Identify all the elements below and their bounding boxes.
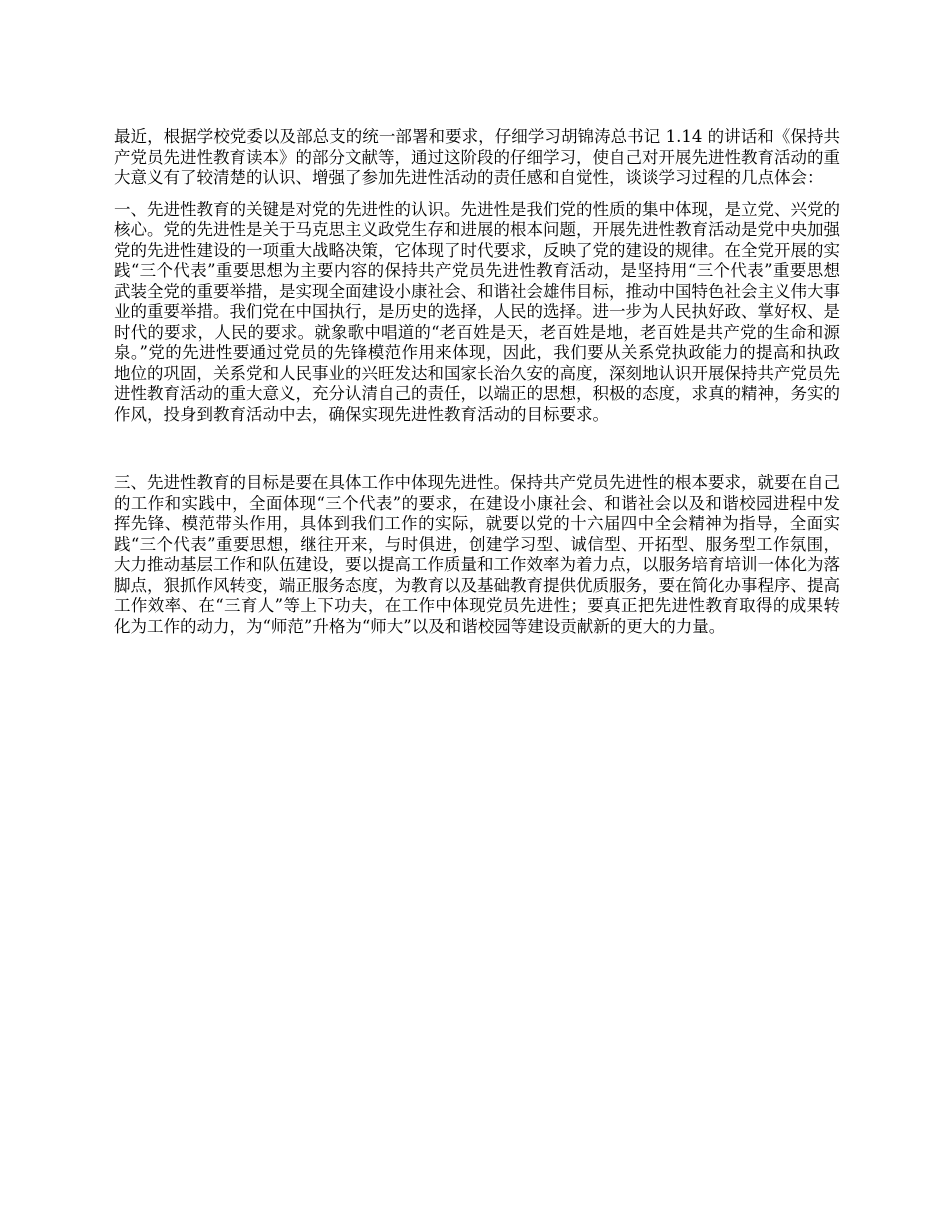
paragraph-intro: 最近，根据学校党委以及部总支的统一部署和要求，仔细学习胡锦涛总书记 1.14 的讲话和《保持共产党员先进性教育读本》的部分文献等，通过这阶段的仔细学习，使自己对开展先进性教育活动的重大意义有了较清楚的认识、增强了参加先进性活动的责任感和自觉性，谈谈学习过程的几点体会： bbox=[114, 127, 840, 187]
document-body bbox=[114, 127, 840, 637]
paragraph-section-one: 一、先进性教育的关键是对党的先进性的认识。先进性是我们党的性质的集中体现，是立党、兴党的核心。党的先进性是关于马克思主义政党生存和进展的根本问题，开展先进性教育活动是党中央加强党的先进性建设的一项重大战略决策，它体现了时代要求，反映了党的建设的规律。在全党开展的实践“三个代表”重要思想为主要内容的保持共产党员先进性教育活动，是坚持用“三个代表”重要思想武装全党的重要举措，是实现全面建设小康社会、和谐社会雄伟目标，推动中国特色社会主义伟大事业的重要举措。我们党在中国执行，是历史的选择，人民的选择。进一步为人民执好政、掌好权、是时代的要求，人民的要求。就象歌中唱道的“老百姓是天，老百姓是地，老百姓是共产党的生命和源泉。”党的先进性要通过党员的先锋模范作用来体现，因此，我们要从关系党执政能力的提高和执政地位的巩固，关系党和人民事业的兴旺发达和国家长治久安的高度，深刻地认识开展保持共产党员先进性教育活动的重大意义，充分认清自己的责任，以端正的思想，积极的态度，求真的精神，务实的作风，投身到教育活动中去，确保实现先进性教育活动的目标要求。 bbox=[114, 199, 840, 424]
paragraph-section-three: 三、先进性教育的目标是要在具体工作中体现先进性。保持共产党员先进性的根本要求，就要在自己的工作和实践中，全面体现“三个代表”的要求，在建设小康社会、和谐社会以及和谐校园进程中发挥先锋、模范带头作用，具体到我们工作的实际，就要以党的十六届四中全会精神为指导，全面实践“三个代表”重要思想，继往开来，与时俱进，创建学习型、诚信型、开拓型、服务型工作氛围，大力推动基层工作和队伍建设，要以提高工作质量和工作效率为着力点，以服务培育培训一体化为落脚点，狠抓作风转变，端正服务态度，为教育以及基础教育提供优质服务，要在简化办事程序、提高工作效率、在“三育人”等上下功夫，在工作中体现党员先进性；要真正把先进性教育取得的成果转化为工作的动力，为“师范”升格为“师大”以及和谐校园等建设贡献新的更大的力量。 bbox=[114, 473, 840, 636]
